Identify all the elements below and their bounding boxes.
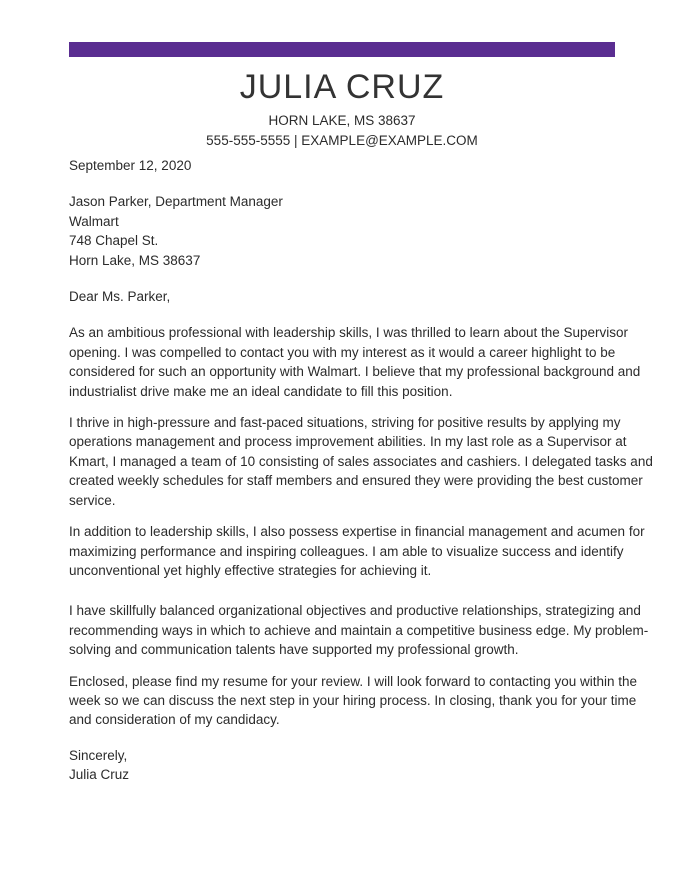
paragraph-line: opening. I was compelled to contact you with my interest as it would a career highlight to be	[69, 344, 616, 360]
contact-separator: |	[294, 133, 298, 148]
paragraph-line: operations management and process improvement abilities. In my last role as a Supervisor at	[69, 434, 627, 450]
letter-closing	[69, 746, 619, 785]
paragraph-line: industrialist drive make me an ideal candidate to fill this position.	[69, 383, 453, 399]
applicant-contact-line	[0, 131, 684, 151]
paragraph-line: service.	[69, 492, 116, 508]
recipient-name-title: Jason Parker, Department Manager	[69, 194, 283, 210]
signature-name: Julia Cruz	[69, 767, 130, 783]
recipient-address	[69, 192, 619, 270]
paragraph-line: I have skillfully balanced organizational objectives and productive relationships, strategizing and	[69, 603, 641, 619]
paragraph-line: maximizing performance and inspiring colleagues. I am able to visualize success and identify	[69, 543, 624, 559]
recipient-street: 748 Chapel St.	[69, 233, 159, 249]
paragraph-line: As an ambitious professional with leadership skills, I was thrilled to learn about the Supervisor	[69, 325, 629, 341]
paragraph-4	[69, 601, 649, 659]
salutation: Dear Ms. Parker,	[69, 289, 171, 305]
letter-header	[0, 66, 684, 151]
applicant-location: HORN LAKE, MS 38637	[268, 113, 416, 128]
recipient-company: Walmart	[69, 213, 119, 229]
header-accent-bar	[69, 42, 615, 57]
paragraph-line: Kmart, I managed a team of 10 consisting of sales associates and cashiers. I delegated tasks and	[69, 453, 653, 469]
paragraph-5	[69, 672, 638, 730]
paragraph-line: created weekly schedules for staff members and ensured they were providing the best customer	[69, 473, 643, 489]
applicant-name: JULIA CRUZ	[239, 68, 445, 106]
applicant-email: EXAMPLE@EXAMPLE.COM	[301, 133, 478, 148]
letter-body	[69, 156, 653, 785]
paragraph-line: Enclosed, please find my resume for your review. I will look forward to contacting you within the	[69, 673, 638, 689]
letter-date: September 12, 2020	[69, 158, 192, 173]
paragraph-line: I thrive in high-pressure and fast-paced situations, striving for positive results by applying my	[69, 415, 621, 431]
paragraph-line: unconventional yet highly effective strategies for achieving it.	[69, 562, 432, 578]
paragraph-1	[69, 323, 641, 401]
paragraph-2	[69, 413, 653, 510]
paragraph-line: and consideration of my candidacy.	[69, 712, 280, 728]
paragraph-3	[69, 522, 645, 580]
paragraph-line: In addition to leadership skills, I also possess expertise in financial management and acumen for	[69, 524, 645, 540]
paragraph-line: week so we can discuss the next step in your hiring process. In closing, thank you for your time	[69, 692, 637, 708]
applicant-phone: 555-555-5555	[206, 133, 291, 148]
recipient-city-state-zip: Horn Lake, MS 38637	[69, 252, 201, 268]
closing-phrase: Sincerely,	[69, 747, 128, 763]
paragraph-line: considered for such an opportunity with Walmart. I believe that my professional background and	[69, 364, 641, 380]
paragraph-line: solving and communication talents have supported my professional growth.	[69, 642, 519, 658]
paragraph-line: recommending ways in which to achieve and maintain a competitive business edge. My problem-	[69, 622, 649, 638]
